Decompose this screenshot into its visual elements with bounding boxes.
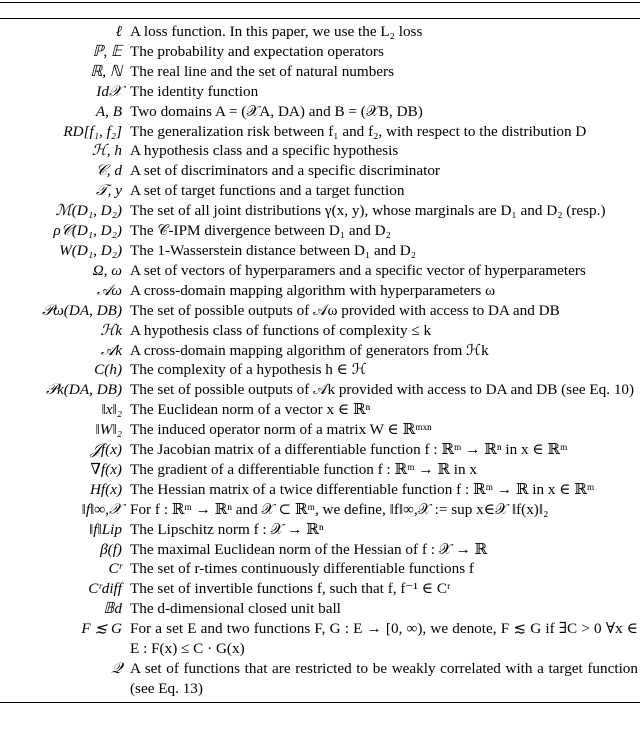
- notation-symbol: ℙ, 𝔼: [92, 42, 122, 60]
- table-row: [0, 181, 640, 201]
- notation-description: A set of target functions and a target function: [130, 182, 405, 200]
- notation-description: A cross-domain mapping algorithm of generators from ℋk: [130, 341, 489, 359]
- notation-symbol: ‖f‖∞,𝒳: [81, 500, 122, 518]
- table-row: [0, 141, 640, 161]
- table-row: [0, 62, 640, 82]
- notation-description: The set of possible outputs of 𝒜ω provided with access to DA and DB: [130, 301, 560, 319]
- notation-symbol: ‖f‖Lip: [88, 520, 122, 538]
- notation-description: The induced operator norm of a matrix W ∈ ℝᵐˣⁿ: [130, 421, 432, 439]
- table-row: [0, 321, 640, 341]
- notation-description: The complexity of a hypothesis h ∈ ℋ: [130, 361, 367, 379]
- table-row: [0, 22, 640, 42]
- notation-description: The Lipschitz norm f : 𝒳 → ℝⁿ: [130, 520, 324, 538]
- notation-symbol: β(f): [100, 540, 122, 558]
- table-row: [0, 619, 640, 659]
- table-row: [0, 261, 640, 281]
- notation-description: The set of r-times continuously differentiable functions f: [130, 560, 474, 578]
- notation-symbol: ℓ: [115, 23, 122, 40]
- notation-description: The Jacobian matrix of a differentiable function f : ℝᵐ → ℝⁿ in x ∈ ℝᵐ: [130, 441, 568, 459]
- notation-symbol: 𝒫ω(DA, DB): [42, 301, 122, 319]
- table-row: [0, 659, 640, 699]
- top-rule: [0, 2, 640, 3]
- notation-symbol: A, B: [95, 102, 122, 120]
- notation-symbol: Hf(x): [89, 480, 122, 498]
- notation-description: The Hessian matrix of a twice differentiable function f : ℝᵐ → ℝ in x ∈ ℝᵐ: [130, 480, 595, 498]
- notation-description: A loss function. In this paper, we use the L₂ loss: [130, 23, 423, 40]
- notation-symbol: Cʳ: [108, 560, 122, 578]
- notation-description: The maximal Euclidean norm of the Hessian of f : 𝒳 → ℝ: [130, 540, 488, 558]
- table-row: [0, 360, 640, 380]
- notation-symbol: F ≲ G: [81, 620, 122, 638]
- notation-symbol: 𝒥f(x): [90, 441, 122, 459]
- table-row: [0, 480, 640, 500]
- notation-table: [0, 2, 640, 703]
- table-row: [0, 420, 640, 440]
- notation-symbol: 𝒬: [111, 660, 122, 677]
- table-row: [0, 102, 640, 122]
- notation-description: A set of discriminators and a specific discriminator: [130, 162, 440, 180]
- notation-symbol: C(h): [94, 361, 122, 379]
- notation-description: A hypothesis class and a specific hypothesis: [130, 142, 399, 160]
- table-row: [0, 281, 640, 301]
- notation-symbol: ∇f(x): [90, 460, 122, 478]
- notation-symbol: 𝔹d: [103, 600, 122, 618]
- notation-symbol: Id𝒳: [96, 82, 122, 100]
- table-row: [0, 241, 640, 261]
- table-row: [0, 540, 640, 560]
- notation-symbol: ‖W‖₂: [95, 421, 122, 439]
- notation-symbol: Ω, ω: [92, 261, 122, 279]
- table-row: [0, 559, 640, 579]
- notation-symbol: 𝒜ω: [96, 281, 122, 299]
- notation-description: The probability and expectation operators: [130, 42, 384, 60]
- notation-description: The set of all joint distributions γ(x, y), whose marginals are D₁ and D₂ (resp.): [130, 202, 606, 220]
- table-row: [0, 341, 640, 361]
- notation-description: The Euclidean norm of a vector x ∈ ℝⁿ: [130, 401, 371, 419]
- table-body: [0, 22, 640, 699]
- table-row: [0, 400, 640, 420]
- notation-description: The real line and the set of natural numbers: [130, 62, 394, 80]
- notation-symbol: ρ𝒞(D₁, D₂): [53, 222, 122, 240]
- table-row: [0, 301, 640, 321]
- notation-description: The set of invertible functions f, such that f, f⁻¹ ∈ Cʳ: [130, 580, 451, 598]
- notation-description: A set of functions that are restricted to be weakly correlated with a target function (see Eq. 13): [130, 660, 638, 697]
- notation-description: A hypothesis class of functions of complexity ≤ k: [130, 321, 432, 339]
- notation-symbol: Cʳdiff: [88, 580, 122, 598]
- table-row: [0, 520, 640, 540]
- notation-symbol: 𝒜k: [100, 341, 122, 359]
- notation-description: The set of possible outputs of 𝒜k provided with access to DA and DB (see Eq. 10): [130, 381, 635, 399]
- notation-description: For a set E and two functions F, G : E → [0, ∞), we denote, F ≲ G if ∃C > 0 ∀x ∈ E : F(x) ≤ C · G(x): [130, 620, 638, 658]
- notation-symbol: ‖x‖₂: [101, 401, 122, 419]
- table-row: [0, 161, 640, 181]
- notation-description: The d-dimensional closed unit ball: [130, 600, 341, 618]
- table-row: [0, 599, 640, 619]
- table-row: [0, 201, 640, 221]
- table-header: [0, 4, 640, 16]
- notation-symbol: RD[f₁, f₂]: [63, 122, 122, 140]
- notation-symbol: 𝒯, y: [96, 182, 122, 200]
- notation-symbol: W(D₁, D₂): [59, 241, 122, 259]
- notation-description: The 𝒞-IPM divergence between D₁ and D₂: [130, 222, 391, 240]
- table-row: [0, 221, 640, 241]
- notation-description: A set of vectors of hyperparamers and a specific vector of hyperparameters: [130, 261, 586, 279]
- notation-symbol: ℝ, ℕ: [90, 62, 122, 80]
- table-row: [0, 82, 640, 102]
- table-row: [0, 122, 640, 142]
- notation-description: A cross-domain mapping algorithm with hyperparameters ω: [130, 281, 496, 299]
- notation-description: The gradient of a differentiable function f : ℝᵐ → ℝ in x: [130, 460, 477, 478]
- table-row: [0, 500, 640, 520]
- notation-description: The 1-Wasserstein distance between D₁ and D₂: [130, 241, 417, 259]
- notation-description: For f : ℝᵐ → ℝⁿ and 𝒳 ⊂ ℝᵐ, we define, ‖f‖∞,𝒳 := sup x∈𝒳 ‖f(x)‖₂: [130, 500, 549, 518]
- table-row: [0, 380, 640, 400]
- notation-symbol: 𝒫k(DA, DB): [46, 381, 122, 399]
- notation-symbol: ℋk: [100, 321, 122, 339]
- table-row: [0, 42, 640, 62]
- table-row: [0, 440, 640, 460]
- notation-description: Two domains A = (𝒳A, DA) and B = (𝒳B, DB): [130, 102, 423, 120]
- notation-symbol: ℋ, h: [91, 142, 122, 160]
- table-row: [0, 460, 640, 480]
- header-rule: [0, 18, 640, 19]
- bottom-rule: [0, 702, 640, 703]
- notation-description: The identity function: [130, 82, 259, 100]
- notation-symbol: 𝒞, d: [95, 162, 122, 180]
- notation-description: The generalization risk between f₁ and f₂, with respect to the distribution D: [130, 122, 587, 140]
- table-row: [0, 579, 640, 599]
- notation-symbol: ℳ(D₁, D₂): [55, 202, 122, 220]
